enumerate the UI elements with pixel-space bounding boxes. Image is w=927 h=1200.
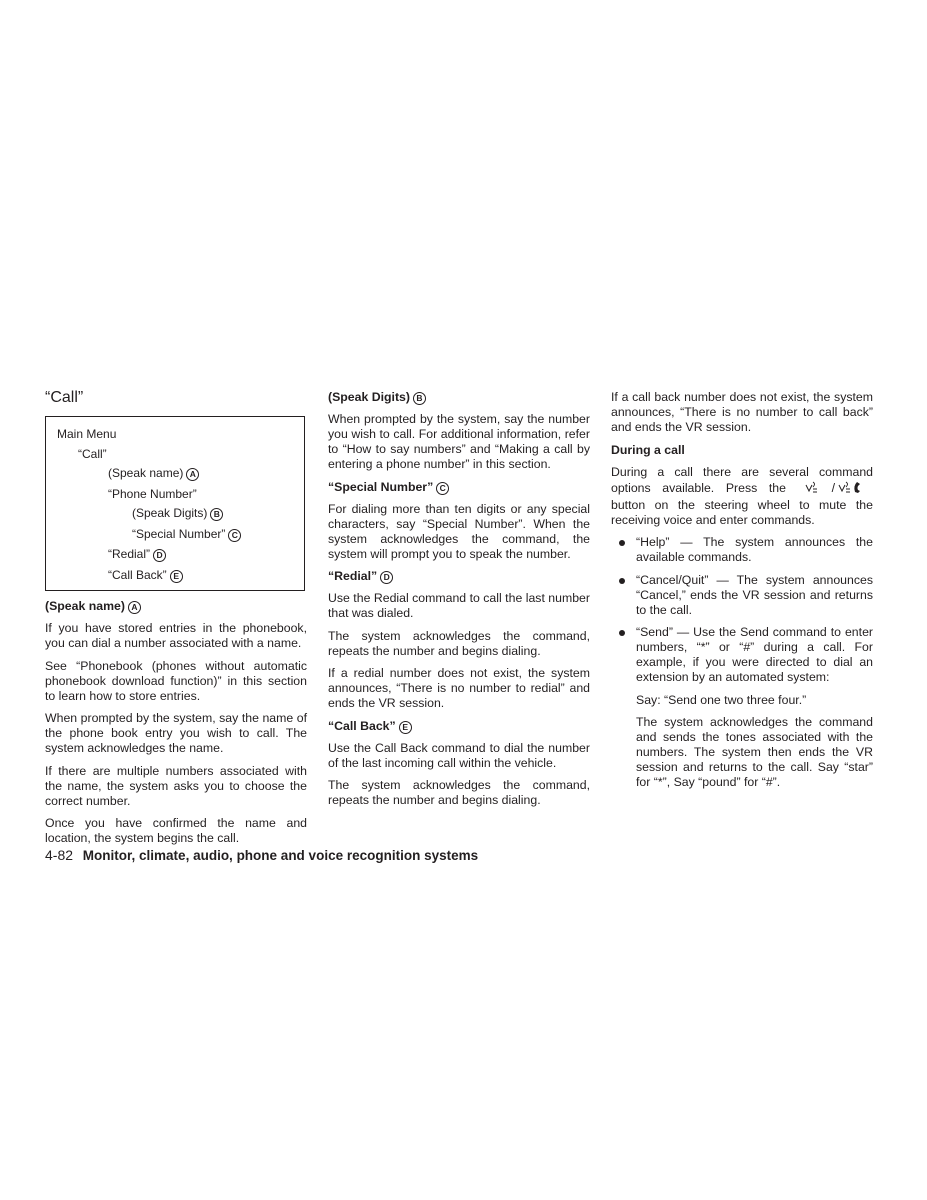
call-back-heading xyxy=(328,719,590,734)
callout-marker-c: C xyxy=(436,482,449,495)
callout-marker-a: A xyxy=(128,601,141,614)
menu-item-label: (Speak Digits) xyxy=(132,506,208,520)
command-list xyxy=(611,535,873,685)
heading-label: (Speak Digits) xyxy=(328,390,410,404)
paragraph: When prompted by the system, say the number you wish to call. For additional information, refer to “How to say numbers” and “Making a call by entering a phone number” in this section. xyxy=(328,412,590,471)
paragraph: If you have stored entries in the phonebook, you can dial a number associated with a name. xyxy=(45,621,307,650)
talk-button-icon xyxy=(804,480,826,498)
callout-marker-b: B xyxy=(413,392,426,405)
callout-marker-b: B xyxy=(210,508,223,521)
separator: / xyxy=(831,480,835,495)
redial-heading xyxy=(328,569,590,584)
callout-marker-d: D xyxy=(380,571,393,584)
paragraph: Use the Call Back command to dial the number of the last incoming call within the vehicle. xyxy=(328,740,590,770)
special-number-heading xyxy=(328,480,590,495)
menu-item-call-back xyxy=(57,568,304,583)
during-call-heading: During a call xyxy=(611,442,685,457)
paragraph-text: During a call there are several command options available. Press the xyxy=(611,464,873,495)
menu-item-label: “Special Number” xyxy=(132,526,226,541)
heading-label: “Special Number” xyxy=(328,479,434,494)
paragraph: Use the Redial command to call the last number that was dialed. xyxy=(328,591,590,620)
list-item: “Help” — The system announces the available commands. xyxy=(611,535,873,565)
column-middle xyxy=(328,388,590,816)
paragraph: If there are multiple numbers associated with the name, the system asks you to choose the correct number. xyxy=(45,763,307,808)
heading-label: “Call Back” xyxy=(328,718,396,733)
paragraph: The system acknowledges the command and sends the tones associated with the numbers. The system then ends the VR session and returns to the call. Say “star” for “*”, Say “pound” for “#”. xyxy=(636,715,873,789)
paragraph: For dialing more than ten digits or any special characters, say “Special Number”. When the system acknowledges the command, the system will prompt you to speak the number. xyxy=(328,501,590,561)
paragraph: The system acknowledges the command, repeats the number and begins dialing. xyxy=(328,778,590,807)
heading-label: “Redial” xyxy=(328,569,378,583)
paragraph: If a call back number does not exist, the system announces, “There is no number to call back” and ends the VR session. xyxy=(611,390,873,434)
menu-item-special-number xyxy=(57,527,304,542)
menu-item-main-menu: Main Menu xyxy=(57,427,117,441)
column-right xyxy=(611,388,873,798)
menu-item-speak-digits xyxy=(57,506,304,521)
paragraph: Once you have confirmed the name and location, the system begins the call. xyxy=(45,816,307,845)
list-item: “Send” — Use the Send command to enter numbers, “*” or “#” during a call. For example, if you were directed to dial an extension by an automated system: xyxy=(611,625,873,685)
page-footer xyxy=(45,847,478,863)
paragraph: See “Phonebook (phones without automatic phonebook download function)” in this section to learn how to store entries. xyxy=(45,658,307,703)
paragraph-text: button on the steering wheel to mute the receiving voice and enter commands. xyxy=(611,497,873,527)
menu-item-call: “Call” xyxy=(78,446,107,461)
speak-name-heading xyxy=(45,599,307,614)
menu-item-label: “Call Back” xyxy=(108,567,167,582)
section-title: “Call” xyxy=(45,389,84,406)
callout-marker-c: C xyxy=(228,529,241,542)
callout-marker-d: D xyxy=(153,549,166,562)
menu-item-label: “Redial” xyxy=(108,547,151,561)
heading-label: (Speak name) xyxy=(45,599,125,613)
paragraph: The system acknowledges the command, repeats the number and begins dialing. xyxy=(328,628,590,658)
paragraph-during-call xyxy=(611,465,873,528)
menu-tree-box xyxy=(45,416,305,591)
speak-digits-heading xyxy=(328,390,590,405)
menu-item-redial xyxy=(57,547,304,562)
say-example: Say: “Send one two three four.” xyxy=(636,692,807,707)
menu-item-label: (Speak name) xyxy=(108,466,184,480)
talk-phone-button-icon xyxy=(837,480,867,498)
menu-item-phone-number: “Phone Number” xyxy=(108,486,197,501)
callout-marker-e: E xyxy=(399,721,412,734)
callout-marker-e: E xyxy=(170,570,183,583)
paragraph: If a redial number does not exist, the system announces, “There is no number to redial” and ends the VR session. xyxy=(328,666,590,710)
paragraph: When prompted by the system, say the name of the phone book entry you wish to call. The system acknowledges the name. xyxy=(45,711,307,755)
callout-marker-a: A xyxy=(186,468,199,481)
chapter-title: Monitor, climate, audio, phone and voice recognition systems xyxy=(82,848,479,863)
menu-item-speak-name xyxy=(57,466,304,481)
column-left xyxy=(45,388,307,854)
list-item: “Cancel/Quit” — The system announces “Cancel,” ends the VR session and returns to the call. xyxy=(611,573,873,618)
page-number: 4-82 xyxy=(45,847,74,863)
